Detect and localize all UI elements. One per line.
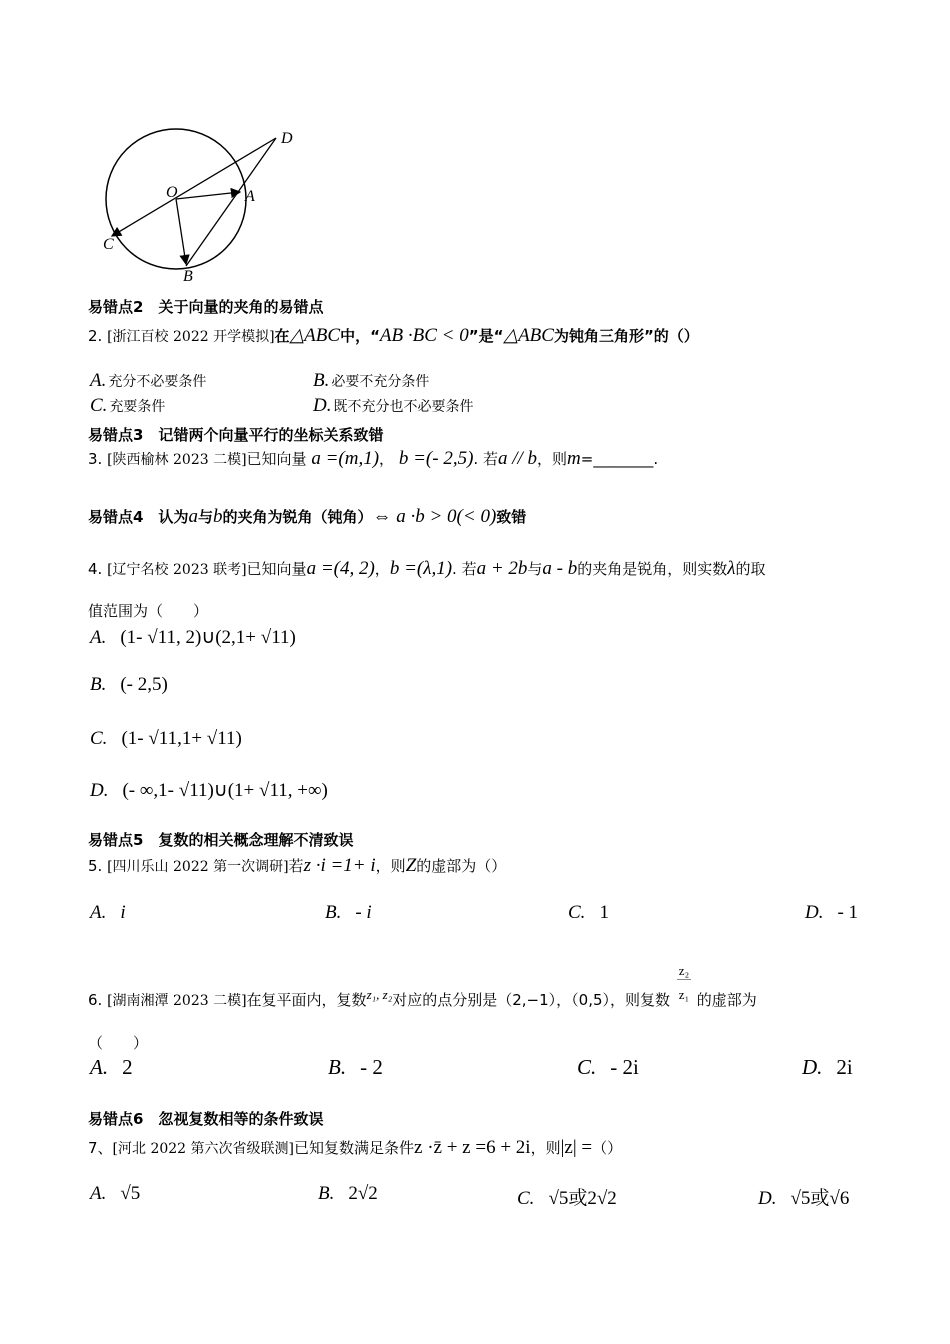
line-d-to-c — [112, 138, 276, 236]
q2-option-c[interactable]: C. 充要条件 — [90, 395, 166, 416]
text: 与 — [197, 508, 213, 526]
q-number: 5. — [88, 857, 103, 875]
text: 的虚部为 — [696, 991, 757, 1009]
math: a // b — [497, 448, 538, 469]
text: 的虚部为（） — [416, 857, 507, 875]
answer-blank[interactable]: =________. — [580, 450, 659, 468]
text: 致错 — [496, 508, 527, 526]
q4-option-d[interactable]: D. (- ∞,1- √11)∪(1+ √11, +∞) — [90, 780, 328, 801]
q-source: [辽宁名校 2023 联考] — [107, 562, 247, 578]
text: . 若 — [452, 560, 477, 578]
vector-ob — [176, 199, 186, 264]
math: z₁, z₂ — [366, 987, 393, 1002]
question-6 — [88, 963, 757, 1010]
question-7 — [88, 1137, 622, 1159]
label-c: C — [103, 236, 114, 253]
math: a — [188, 506, 198, 527]
q4-option-a[interactable]: A. (1- √11, 2)∪(2,1+ √11) — [90, 627, 296, 648]
question-5 — [88, 855, 506, 877]
math: Z — [405, 855, 417, 876]
q7-option-d[interactable]: D. √5或√6 — [758, 1188, 850, 1209]
q-source: [河北 2022 第六次省级联测] — [112, 1141, 294, 1157]
line-bd — [186, 138, 276, 266]
text: 已知向量 — [246, 450, 307, 468]
text: ，则 — [375, 857, 406, 875]
text: 的夹角是锐角，则实数 — [577, 560, 728, 578]
label-o: O — [166, 184, 178, 201]
text: ， — [374, 560, 390, 578]
math: △ABC — [503, 325, 554, 346]
math: a - b — [542, 558, 578, 579]
text: ”是“ — [468, 327, 504, 345]
math: b =(- 2,5) — [398, 448, 474, 469]
text: . 若 — [473, 450, 498, 468]
q-number: 2. — [88, 327, 103, 345]
q5-option-a[interactable]: A. i — [90, 902, 126, 923]
math: z ·i =1+ i — [303, 855, 376, 876]
q2-option-a[interactable]: A. 充分不必要条件 — [90, 370, 207, 391]
q6-option-d[interactable]: D. 2i — [802, 1055, 853, 1079]
q6-option-a[interactable]: A. 2 — [90, 1055, 133, 1079]
q2-option-b[interactable]: B. 必要不充分条件 — [313, 370, 430, 391]
q-source: [四川乐山 2022 第一次调研] — [107, 859, 289, 875]
q-number: 3. — [88, 450, 103, 468]
section-heading-2: 易错点2 关于向量的夹角的易错点 — [88, 298, 324, 316]
q5-option-d[interactable]: D. - 1 — [805, 902, 859, 923]
math: λ — [727, 558, 736, 579]
math: AB ·BC < 0 — [379, 325, 469, 346]
text: 中，“ — [340, 327, 380, 345]
text: （） — [592, 1139, 623, 1157]
question-6-line2: （ ） — [88, 1034, 149, 1052]
text: 的夹角为锐角（钝角） — [222, 508, 373, 526]
text: 若 — [288, 857, 304, 875]
denominator: z₁ — [678, 987, 690, 1002]
label-d: D — [281, 130, 293, 147]
text: ，则 — [537, 450, 568, 468]
q6-option-b[interactable]: B. - 2 — [328, 1055, 383, 1079]
q7-option-b[interactable]: B. 2√2 — [318, 1183, 378, 1204]
q-number: 6. — [88, 991, 103, 1009]
text: 的取 — [735, 560, 766, 578]
text: 易错点4 认为 — [88, 508, 189, 526]
math: b =(λ,1) — [389, 558, 453, 579]
question-4 — [88, 558, 766, 580]
question-3 — [88, 448, 658, 470]
q-source: [湖南湘潭 2023 二模] — [107, 993, 247, 1009]
math: ⇔ a ·b > 0(< 0) — [372, 506, 497, 527]
text: 在 — [274, 327, 290, 345]
section-heading-6: 易错点6 忽视复数相等的条件致误 — [88, 1110, 324, 1128]
math: a =(m,1) — [311, 448, 380, 469]
math: z ·z̄ + z =6 + 2i — [414, 1137, 531, 1158]
q-source: [浙江百校 2022 开学模拟] — [107, 329, 275, 345]
q5-option-c[interactable]: C. 1 — [568, 902, 609, 923]
q2-option-d[interactable]: D. 既不充分也不必要条件 — [313, 395, 474, 416]
text: ，则 — [530, 1139, 561, 1157]
text: 在复平面内，复数 — [246, 991, 367, 1009]
math: b — [212, 506, 223, 527]
math: △ABC — [289, 325, 341, 346]
q4-option-c[interactable]: C. (1- √11,1+ √11) — [90, 728, 242, 749]
q-number: 4. — [88, 560, 103, 578]
q5-option-b[interactable]: B. - i — [325, 902, 372, 923]
q7-option-c[interactable]: C. √5或2√2 — [517, 1188, 617, 1209]
text: 已知复数满足条件 — [294, 1139, 415, 1157]
math: a + 2b — [476, 558, 528, 579]
q-source: [陕西榆林 2023 二模] — [107, 452, 247, 468]
vector-oa — [176, 192, 240, 199]
question-4-line2: 值范围为（ ） — [88, 602, 209, 620]
section-heading-4 — [88, 506, 526, 528]
math: m — [567, 448, 581, 469]
fraction-z2-over-z1 — [675, 963, 697, 1005]
math: a =(4, 2) — [306, 558, 375, 579]
q-number: 7、 — [88, 1139, 113, 1157]
text: 与 — [527, 560, 543, 578]
text: 为钝角三角形”的（） — [553, 327, 699, 345]
text: ， — [379, 450, 395, 468]
numerator: z₂ — [678, 963, 690, 978]
label-b: B — [183, 268, 193, 285]
question-2 — [88, 324, 699, 347]
label-a: A — [245, 188, 255, 205]
q4-option-b[interactable]: B. (- 2,5) — [90, 674, 168, 695]
text: 已知向量 — [246, 560, 307, 578]
circle-vector-diagram — [0, 0, 320, 290]
text: 对应的点分别是（2,−1），（0,5），则复数 — [392, 991, 671, 1009]
q6-option-c[interactable]: C. - 2i — [577, 1055, 639, 1079]
section-heading-3: 易错点3 记错两个向量平行的坐标关系致错 — [88, 426, 384, 444]
q7-option-a[interactable]: A. √5 — [90, 1183, 141, 1204]
math: |z| = — [560, 1137, 593, 1158]
section-heading-5: 易错点5 复数的相关概念理解不清致误 — [88, 831, 354, 849]
